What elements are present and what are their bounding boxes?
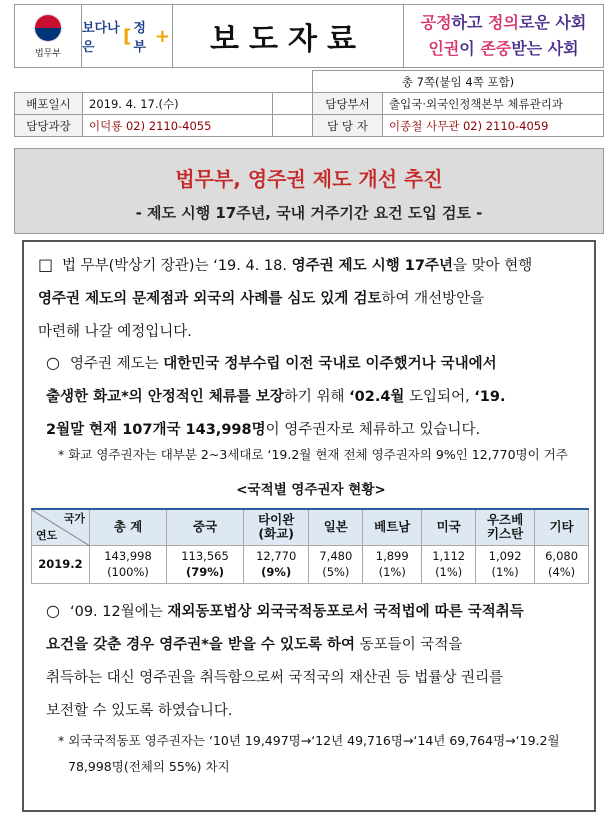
nationality-stats-table (31, 508, 589, 584)
paragraph-3: ○ ‘09. 12월에는 재외동포법상 외국국적동포로서 국적법에 따른 국적취득 요건을 갖춘 경우 영주권*을 받을 수 있도록 하여 동포들이 국적을 취득하는 대신 영주권을 취득함으로써 국적국의 재산권 등 법률상 권리를 보전할 수 있도록 하였습니다. (46, 594, 592, 728)
col-header: 베트남 (363, 509, 422, 545)
col-header: 기타 (535, 509, 589, 545)
body-content (22, 240, 596, 812)
paragraph-2: ○ 영주권 제도는 대한민국 정부수립 이전 국내로 이주했거나 국내에서 출생한 화교*의 안정적인 체류를 보장하기 위해 ‘02.4월 도입되어, ‘19. 2월말 현재 107개국 143,998명이 영주권자로 체류하고 있습니다. (46, 346, 592, 447)
square-bullet-icon: □ (38, 255, 54, 274)
data-cell: 6,080 (4%) (535, 545, 589, 583)
taegeuk-emblem-icon (34, 14, 62, 42)
data-cell: 113,565 (79%) (167, 545, 244, 583)
circle-bullet-icon: ○ (46, 601, 60, 620)
paragraph-1: □ 법 무부(박상기 장관)는 ‘19. 4. 18. 영주권 제도 시행 17주년을 맞아 현행 영주권 제도의 문제점과 외국의 사례를 심도 있게 검토하여 개선방안을 마련해 나갈 예정입니다. (38, 248, 588, 349)
corner-country: 국가 (63, 512, 85, 525)
motto-line-2: 인권이 존중받는 사회 (428, 39, 579, 58)
col-header: 미국 (422, 509, 476, 545)
col-header: 우즈베 키스탄 (476, 509, 535, 545)
data-cell: 1,899 (1%) (363, 545, 422, 583)
footnote-1: * 화교 영주권자는 대부분 2~3세대로 ‘19.2월 현재 전체 영주권자의 9%인 12,770명이 거주 (58, 447, 568, 462)
plus-icon: + (154, 25, 170, 47)
table-row (32, 545, 589, 583)
col-header: 타이완 (화교) (244, 509, 309, 545)
staff-label: 담 당 자 (313, 115, 383, 137)
motto-line-1: 공정하고 정의로운 사회 (420, 13, 587, 32)
date-value: 2019. 4. 17.(수) (83, 93, 273, 115)
page-count: 총 7쪽(붙임 4쪽 포함) (313, 71, 604, 93)
manager-value: 이덕룡 02) 2110-4055 (83, 115, 273, 137)
headline-sub: - 제도 시행 17주년, 국내 거주기간 요건 도입 검토 - (135, 204, 483, 222)
year-cell: 2019.2 (32, 545, 90, 583)
bracket-icon: [ (123, 25, 132, 47)
release-info-table (14, 70, 604, 137)
slogan-text-left: 보다나은 (82, 21, 120, 55)
circle-bullet-icon: ○ (46, 353, 60, 372)
corner-year: 연도 (36, 528, 58, 542)
headline-box (14, 148, 604, 234)
col-header: 총 계 (90, 509, 167, 545)
ministry-logo (14, 4, 82, 68)
press-release-header (14, 4, 604, 68)
data-cell: 12,770 (9%) (244, 545, 309, 583)
dept-value: 출입국·외국인정책본부 체류관리과 (383, 93, 604, 115)
footnote-2: * 외국국적동포 영주권자는 ‘10년 19,497명→‘12년 49,716명→‘14년 69,764명→‘19.2월 78,998명(전체의 55%) 차지 (58, 733, 560, 774)
page-title: 보도자료 (172, 4, 404, 68)
data-cell: 1,092 (1%) (476, 545, 535, 583)
table-title: <국적별 영주권자 현황> (236, 482, 386, 498)
table-corner-header (32, 509, 90, 545)
data-cell: 143,998 (100%) (90, 545, 167, 583)
ministry-name: 법무부 (34, 48, 62, 59)
slogan-text-right: 정부 (133, 21, 146, 55)
date-label: 배포일시 (15, 93, 83, 115)
col-header: 일본 (309, 509, 363, 545)
col-header: 중국 (167, 509, 244, 545)
headline-main: 법무부, 영주권 제도 개선 추진 (175, 167, 443, 191)
staff-value: 이종철 사무관 02) 2110-4059 (383, 115, 604, 137)
ministry-motto (404, 4, 604, 68)
dept-label: 담당부서 (313, 93, 383, 115)
government-slogan-logo (82, 4, 172, 68)
data-cell: 7,480 (5%) (309, 545, 363, 583)
manager-label: 담당과장 (15, 115, 83, 137)
data-cell: 1,112 (1%) (422, 545, 476, 583)
